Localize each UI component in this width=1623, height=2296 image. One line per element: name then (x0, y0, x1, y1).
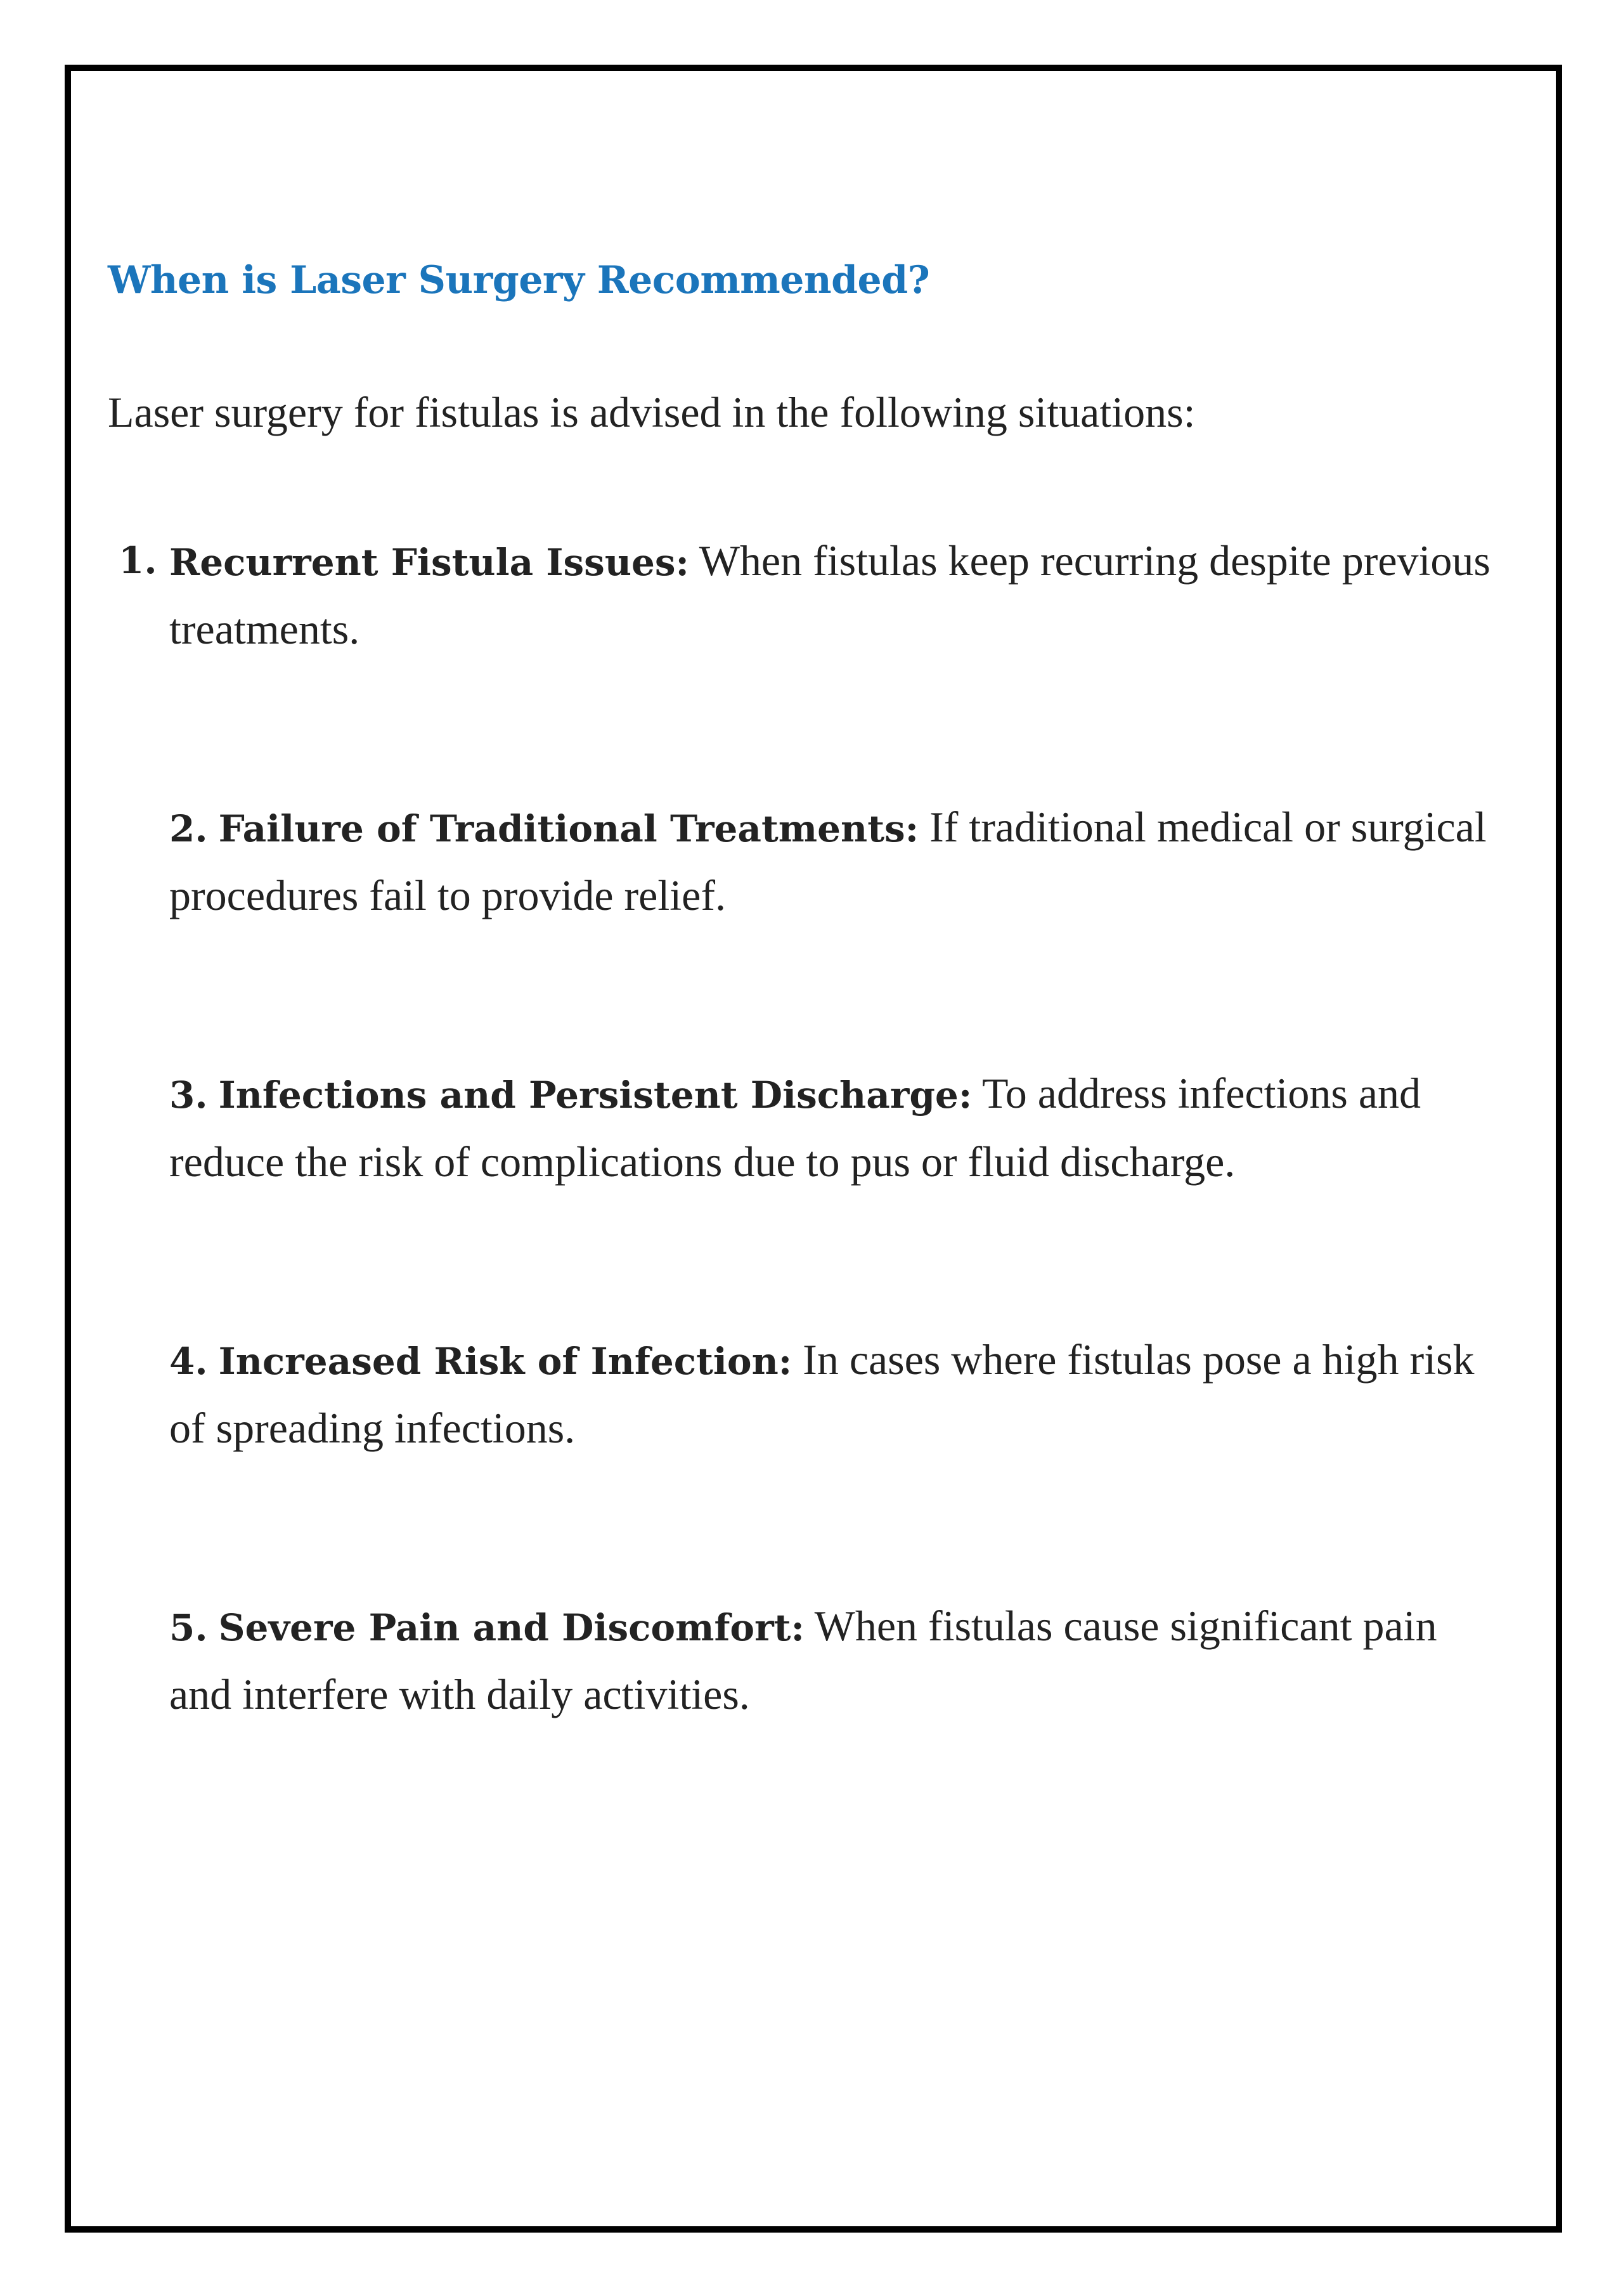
list-item-lead: Increased Risk of Infection: (218, 1340, 792, 1383)
list-item-lead: Severe Pain and Discomfort: (218, 1606, 805, 1649)
list-item-lead: Recurrent Fistula Issues: (169, 541, 689, 584)
document-content (108, 255, 1528, 438)
list-item-text: To address infections and reduce the risk of complications due to pus or fluid discharge. (169, 1069, 1421, 1186)
list-item-lead: Failure of Traditional Treatments: (218, 807, 919, 850)
list-item-text: When fistulas keep recurring despite previous treatments. (169, 536, 1490, 653)
intro-paragraph: Laser surgery for fistulas is advised in the following situations: (108, 388, 1196, 436)
page-frame (65, 65, 1562, 2233)
page-title: When is Laser Surgery Recommended? (108, 258, 930, 302)
list-item-number: 2. (169, 807, 208, 850)
list-item (169, 1326, 1491, 1462)
list-item-number: 1. (119, 539, 157, 582)
list-item-text: In cases where fistulas pose a high risk of spreading infections. (169, 1335, 1475, 1452)
list-item-number: 4. (169, 1340, 208, 1383)
list-item-lead: Infections and Persistent Discharge: (218, 1073, 973, 1117)
list-item (169, 1060, 1491, 1195)
list-item (169, 1593, 1491, 1728)
list-item-number: 3. (169, 1073, 208, 1117)
list-item-number: 5. (169, 1606, 208, 1649)
list-item-text: When fistulas cause significant pain and interfere with daily activities. (169, 1602, 1437, 1718)
list-item (119, 528, 1491, 663)
list-item (169, 794, 1491, 929)
list-item-text: If traditional medical or surgical procedures fail to provide relief. (169, 803, 1487, 919)
